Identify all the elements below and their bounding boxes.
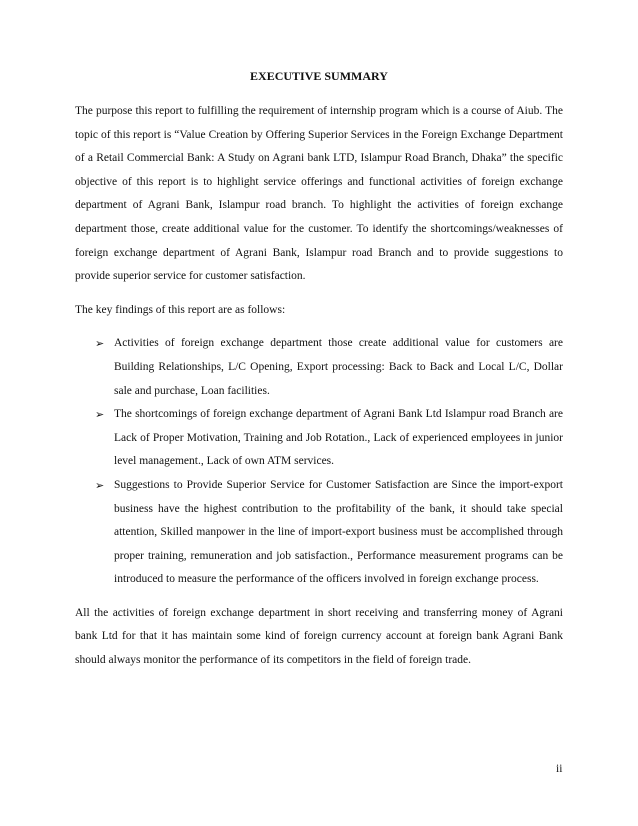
list-item-text: The shortcomings of foreign exchange department of Agrani Bank Ltd Islampur road Branch are Lack of Proper Motivation, Training and Job Rotation., Lack of experienced employees in junior level management., Lack of own ATM services. (114, 408, 563, 468)
arrow-bullet-icon: ➢ (95, 478, 105, 492)
page-number: ii (556, 763, 563, 775)
document-page (75, 68, 563, 683)
list-item (75, 332, 563, 403)
findings-intro: The key findings of this report are as follows: (75, 303, 286, 316)
list-item (75, 474, 563, 592)
findings-list (75, 332, 563, 592)
page-title: EXECUTIVE SUMMARY (250, 69, 388, 83)
list-item-text: Suggestions to Provide Superior Service for Customer Satisfaction are Since the import-export business have the highest contribution to the profitability of the bank, it should take special attention, Skilled manpower in the line of import-export business must be accomplished through proper training, remuneration and job satisfaction., Performance measurement programs can be introduced to measure the performance of the officers involved in foreign exchange process. (114, 478, 563, 586)
closing-paragraph: All the activities of foreign exchange department in short receiving and transferring money of Agrani bank Ltd for that it has maintain some kind of foreign currency account at foreign bank Agrani Bank should always monitor the performance of its competitors in the field of foreign trade. (75, 606, 563, 667)
arrow-bullet-icon: ➢ (95, 408, 105, 422)
intro-paragraph: The purpose this report to fulfilling the requirement of internship program which is a course of Aiub. The topic of this report is “Value Creation by Offering Superior Services in the Foreign Exchange Department of a Retail Commercial Bank: A Study on Agrani bank LTD, Islampur Road Branch, Dhaka” the specific objective of this report is to highlight service offerings and functional activities of foreign exchange department of Agrani Bank, Islampur road branch. To highlight the activities of foreign exchange department those, create additional value for the customer. To identify the shortcomings/weaknesses of foreign exchange department of Agrani Bank, Islampur road Branch and to provide suggestions to provide superior service for customer satisfaction. (75, 105, 563, 283)
list-item (75, 403, 563, 474)
list-item-text: Activities of foreign exchange department those create additional value for customers are Building Relationships, L/C Opening, Export processing: Back to Back and Local L/C, Dollar sale and purchase, Loan facilities. (114, 337, 563, 397)
arrow-bullet-icon: ➢ (95, 337, 105, 351)
